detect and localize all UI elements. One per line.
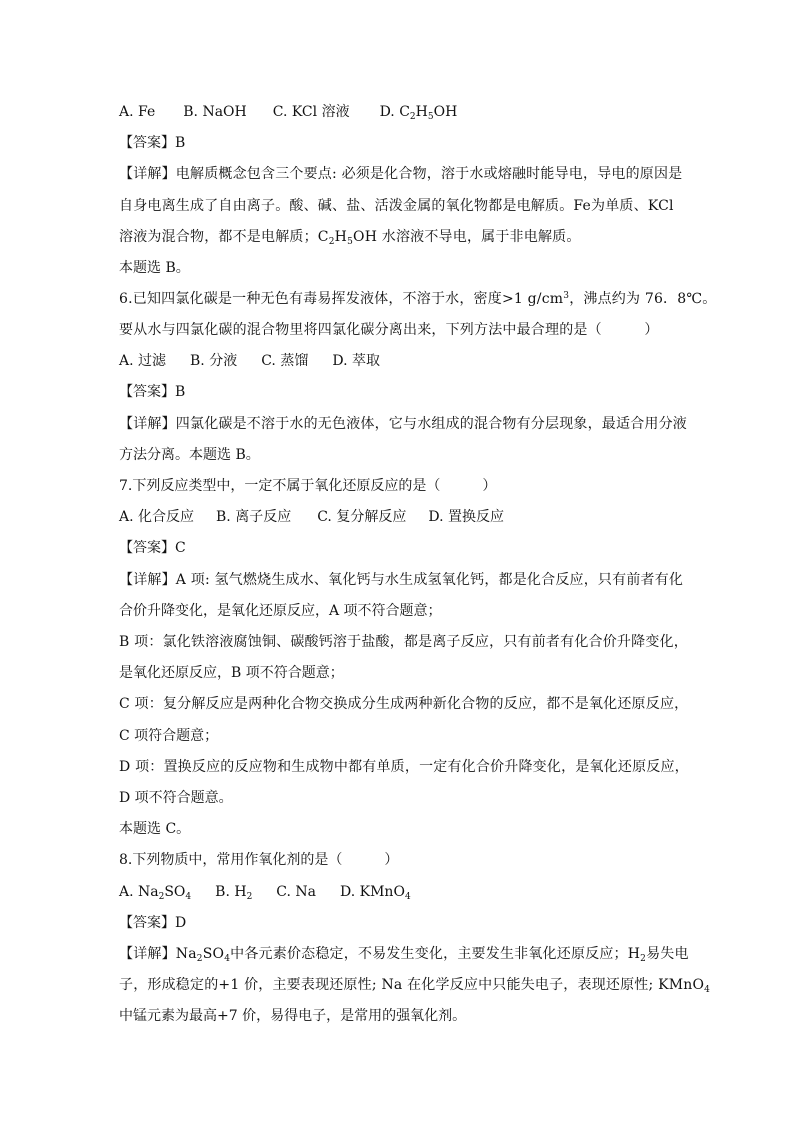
- q8-option-b: B. $H_2$: [215, 884, 253, 902]
- q5-options: [119, 102, 457, 122]
- q6-detail-line-2: 方法分离。本题选 B。: [119, 447, 260, 463]
- q5-option-d: D. $C_2H_5OH$: [379, 104, 458, 122]
- q8-options: [119, 882, 411, 902]
- q7-detail-line-7: D 项：置换反应的反应物和生成物中都有单质，一定有化合价升降变化，是氧化还原反应，: [119, 759, 689, 775]
- q7-detail-line-5: C 项：复分解反应是两种化合物交换成分生成两种新化合物的反应，都不是氧化还原反应，: [119, 696, 689, 712]
- q6-stem-line-2: 要从水与四氯化碳的混合物里将四氯化碳分离出来，下列方法中最合理的是（ ）: [119, 322, 659, 338]
- q8-detail-line-3: 中锰元素为最高+7 价，易得电子，是常用的强氧化剂。: [119, 1008, 467, 1024]
- q7-options: [119, 507, 504, 527]
- q7-option-a: A. 化合反应: [119, 509, 195, 525]
- q8-detail-line-2: 子，形成稳定的+1 价，主要表现还原性; Na 在化学反应中只能失电子，表现还原性; KMnO$_4$: [119, 977, 711, 995]
- q8-stem: 8.下列物质中，常用作氧化剂的是（ ）: [119, 852, 399, 868]
- q7-detail-line-2: 合价升降变化，是氧化还原反应，A 项不符合题意；: [119, 603, 442, 619]
- q5-option-a: A. Fe: [119, 104, 156, 120]
- q8-detail-line-1: 【详解】$Na_2SO_4$中各元素价态稳定，不易发生变化，主要发生非氧化还原反应；$H_2$易失电: [119, 946, 689, 964]
- q7-option-c: C. 复分解反应: [317, 509, 407, 525]
- q7-answer: 【答案】C: [119, 540, 186, 556]
- q5-answer: 【答案】B: [119, 135, 186, 151]
- q7-option-b: B. 离子反应: [216, 509, 292, 525]
- q6-option-d: D. 萃取: [332, 353, 380, 369]
- q5-option-b: B. NaOH: [183, 104, 247, 120]
- q7-option-d: D. 置换反应: [428, 509, 504, 525]
- q6-option-c: C. 蒸馏: [261, 353, 309, 369]
- q6-stem-line-1: 6.已知四氯化碳是一种无色有毒易挥发液体，不溶于水，密度>1 $g/cm^3$，沸点约为 76．8℃。: [119, 291, 717, 307]
- q7-detail-line-6: C 项符合题意；: [119, 728, 219, 744]
- q8-option-a: A. $Na_2SO_4$: [119, 884, 192, 902]
- q8-option-d: D. KMnO$_4$: [340, 884, 411, 902]
- q7-conclusion: 本题选 C。: [119, 821, 191, 837]
- q5-detail-line-3: 溶液为混合物，都不是电解质；$C_2H_5OH$ 水溶液不导电，属于非电解质。: [119, 229, 581, 247]
- q5-detail-line-1: 【详解】电解质概念包含三个要点: 必须是化合物，溶于水或熔融时能导电，导电的原因是: [119, 166, 683, 182]
- q7-detail-line-8: D 项不符合题意。: [119, 790, 233, 806]
- q7-detail-line-1: 【详解】A 项: 氢气燃烧生成水、氧化钙与水生成氢氧化钙，都是化合反应，只有前者有化: [119, 572, 684, 588]
- q6-option-b: B. 分液: [190, 353, 238, 369]
- q7-detail-line-3: B 项：氯化铁溶液腐蚀铜、碳酸钙溶于盐酸，都是离子反应，只有前者有化合价升降变化，: [119, 634, 688, 650]
- q8-option-c: C. Na: [276, 884, 317, 900]
- q6-detail-line-1: 【详解】四氯化碳是不溶于水的无色液体，它与水组成的混合物有分层现象，最适合用分液: [119, 416, 687, 432]
- q8-answer: 【答案】D: [119, 915, 187, 931]
- q6-options: [119, 351, 380, 371]
- q5-detail-line-2: 自身电离生成了自由离子。酸、碱、盐、活泼金属的氧化物都是电解质。Fe为单质、KCl: [119, 198, 674, 214]
- q7-stem: 7.下列反应类型中，一定不属于氧化还原反应的是（ ）: [119, 478, 497, 494]
- q5-conclusion: 本题选 B。: [119, 260, 190, 276]
- q6-option-a: A. 过滤: [119, 353, 167, 369]
- q5-option-c: C. KCl 溶液: [272, 104, 350, 120]
- q7-detail-line-4: 是氧化还原反应，B 项不符合题意；: [119, 665, 344, 681]
- q6-answer: 【答案】B: [119, 384, 186, 400]
